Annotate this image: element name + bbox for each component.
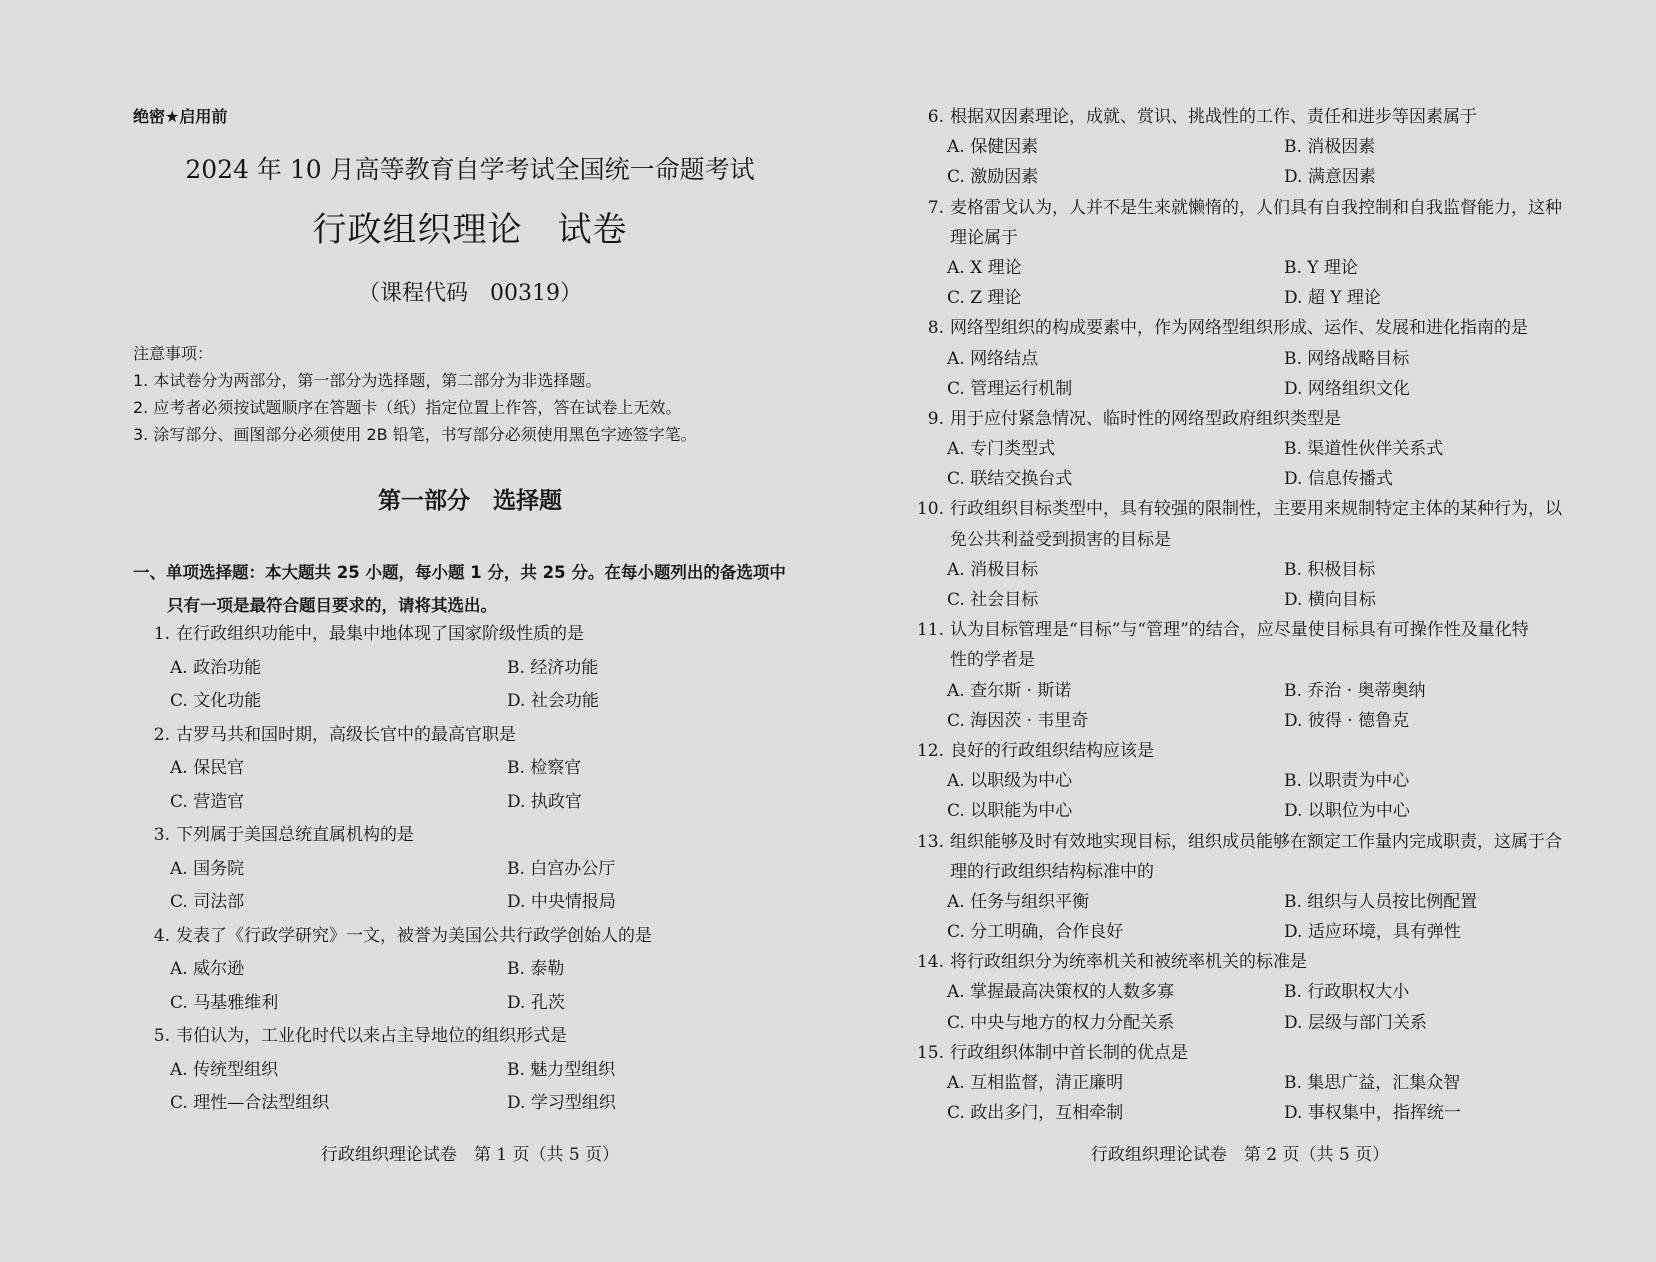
option: D. 适应环境，具有弹性 xyxy=(1284,922,1461,943)
option: B. 乔治 · 奥蒂奥纳 xyxy=(1284,680,1426,701)
page-footer: 行政组织理论试卷 第 1 页（共 5 页） xyxy=(320,1145,620,1165)
option-row xyxy=(138,953,838,987)
option: C. Z 理论 xyxy=(947,288,1022,309)
question xyxy=(138,920,838,1021)
question-number: 15. xyxy=(916,1042,944,1063)
question xyxy=(912,193,1592,314)
question-stem-line xyxy=(912,736,1592,766)
option-row xyxy=(912,162,1592,192)
option: D. 超 Y 理论 xyxy=(1284,288,1381,309)
question xyxy=(912,313,1592,404)
question xyxy=(138,618,838,719)
option: D. 彼得 · 德鲁克 xyxy=(1284,710,1410,731)
option-row xyxy=(912,766,1592,796)
option-row xyxy=(912,283,1592,313)
question xyxy=(138,719,838,820)
option-row xyxy=(912,253,1592,283)
option: D. 层级与部门关系 xyxy=(1284,1012,1427,1033)
question-stem-line xyxy=(912,102,1592,132)
question-stem-line xyxy=(138,719,838,753)
question-number: 8. xyxy=(927,318,944,339)
option: D. 中央情报局 xyxy=(507,892,616,912)
option: C. 马基雅维利 xyxy=(170,992,279,1013)
questions-left xyxy=(138,618,838,1121)
question-text: 用于应付紧急情况、临时性的网络型政府组织类型是 xyxy=(950,408,1341,429)
option: C. 社会目标 xyxy=(947,590,1039,610)
option-row xyxy=(138,1054,838,1088)
option-row xyxy=(912,374,1592,404)
option-row xyxy=(912,132,1592,162)
question-number: 12. xyxy=(916,740,944,761)
option: B. 消极因素 xyxy=(1284,137,1376,158)
option: B. Y 理论 xyxy=(1284,257,1358,278)
question-stem-line xyxy=(912,193,1592,223)
option: B. 经济功能 xyxy=(507,657,599,678)
note-item: 1. 本试卷分为两部分，第一部分为选择题，第二部分为非选择题。 xyxy=(133,371,602,390)
question-stem-line xyxy=(138,618,838,652)
option: A. 查尔斯 · 斯诺 xyxy=(947,680,1072,701)
section-instructions xyxy=(133,556,786,622)
option: C. 文化功能 xyxy=(170,691,262,711)
option: A. 专门类型式 xyxy=(947,439,1056,460)
option: C. 理性—合法型组织 xyxy=(170,1093,330,1113)
question-text: 良好的行政组织结构应该是 xyxy=(950,740,1154,761)
option-row xyxy=(138,652,838,686)
option: A. 威尔逊 xyxy=(170,959,245,979)
question-text: 网络型组织的构成要素中，作为网络型组织形成、运作、发展和进化指南的是 xyxy=(950,318,1528,339)
option-row xyxy=(912,1008,1592,1038)
question-number: 10. xyxy=(916,499,944,520)
option: B. 魅力型组织 xyxy=(507,1059,616,1080)
notes xyxy=(133,340,697,448)
option: B. 积极目标 xyxy=(1284,559,1376,580)
option-row xyxy=(912,434,1592,464)
question-stem-line xyxy=(912,404,1592,434)
option: B. 白宫办公厅 xyxy=(507,858,616,879)
page-footer: 行政组织理论试卷 第 2 页（共 5 页） xyxy=(1090,1145,1390,1165)
option: A. 保健因素 xyxy=(947,137,1039,158)
option: A. 国务院 xyxy=(170,858,245,879)
question-number: 2. xyxy=(153,724,170,745)
question xyxy=(912,1038,1592,1129)
option-row xyxy=(912,796,1592,826)
question-text: 理的行政组织结构标准中的 xyxy=(950,861,1154,882)
exam-title: 2024 年 10 月高等教育自学考试全国统一命题考试 xyxy=(185,155,755,184)
option-row xyxy=(138,752,838,786)
note-item: 3. 涂写部分、画图部分必须使用 2B 铅笔，书写部分必须使用黑色字迹签字笔。 xyxy=(133,425,697,444)
question-text: 行政组织体制中首长制的优点是 xyxy=(950,1042,1188,1063)
question-text: 韦伯认为，工业化时代以来占主导地位的组织形式是 xyxy=(176,1026,567,1046)
option: A. 互相监督，清正廉明 xyxy=(947,1073,1124,1093)
option: A. X 理论 xyxy=(947,257,1022,278)
question-text: 在行政组织功能中，最集中地体现了国家阶级性质的是 xyxy=(176,624,584,644)
questions-right xyxy=(912,102,1592,1128)
option: B. 以职责为中心 xyxy=(1284,771,1410,792)
option: A. 掌握最高决策权的人数多寡 xyxy=(947,982,1175,1003)
question-number: 1. xyxy=(153,624,170,644)
question-number: 7. xyxy=(927,197,944,218)
question-number: 5. xyxy=(153,1026,170,1046)
question-number: 6. xyxy=(927,107,944,127)
question-stem-line xyxy=(912,223,1592,253)
question xyxy=(912,827,1592,948)
option-row xyxy=(912,676,1592,706)
option-row xyxy=(912,555,1592,585)
question-text: 发表了《行政学研究》一文，被誉为美国公共行政学创始人的是 xyxy=(176,925,652,946)
option: D. 孔茨 xyxy=(507,992,565,1013)
option: B. 检察官 xyxy=(507,758,582,778)
option: C. 营造官 xyxy=(170,791,245,812)
course-code: （课程代码 00319） xyxy=(358,281,582,306)
option: D. 学习型组织 xyxy=(507,1093,616,1113)
part-title: 第一部分 选择题 xyxy=(378,488,562,514)
question-stem-line xyxy=(912,494,1592,524)
question-text: 行政组织目标类型中，具有较强的限制性，主要用来规制特定主体的某种行为，以 xyxy=(950,499,1562,520)
option-row xyxy=(912,1098,1592,1128)
option-row xyxy=(912,1068,1592,1098)
option-row xyxy=(138,987,838,1021)
question-stem-line xyxy=(912,645,1592,675)
option: A. 网络结点 xyxy=(947,348,1039,369)
question xyxy=(912,404,1592,495)
paper-title: 行政组织理论 试卷 xyxy=(312,210,628,250)
question-number: 11. xyxy=(916,620,944,641)
question-stem-line xyxy=(138,819,838,853)
question-text: 性的学者是 xyxy=(950,650,1035,671)
option: C. 分工明确，合作良好 xyxy=(947,922,1124,943)
option: B. 行政职权大小 xyxy=(1284,982,1410,1003)
option-row xyxy=(912,706,1592,736)
option-row xyxy=(912,344,1592,374)
question xyxy=(912,947,1592,1038)
question-stem-line xyxy=(912,525,1592,555)
note-item: 2. 应考者必须按试题顺序在答题卡（纸）指定位置上作答，答在试卷上无效。 xyxy=(133,398,682,417)
option: D. 以职位为中心 xyxy=(1284,801,1410,822)
question-text: 根据双因素理论，成就、赏识、挑战性的工作、责任和进步等因素属于 xyxy=(950,107,1477,127)
question-stem-line xyxy=(912,1038,1592,1068)
option: D. 社会功能 xyxy=(507,691,599,711)
question-text: 免公共利益受到损害的目标是 xyxy=(950,529,1171,550)
question-text: 古罗马共和国时期，高级长官中的最高官职是 xyxy=(176,724,516,745)
option-row xyxy=(912,887,1592,917)
option-row xyxy=(912,464,1592,494)
option: D. 执政官 xyxy=(507,791,582,812)
option-row xyxy=(912,917,1592,947)
option: C. 政出多门，互相牵制 xyxy=(947,1103,1124,1124)
question-stem-line xyxy=(912,827,1592,857)
question xyxy=(912,615,1592,736)
question-stem-line xyxy=(912,857,1592,887)
question-text: 理论属于 xyxy=(950,227,1018,248)
question-stem-line xyxy=(912,947,1592,977)
option: A. 传统型组织 xyxy=(170,1059,279,1080)
option: C. 中央与地方的权力分配关系 xyxy=(947,1012,1175,1033)
option: B. 渠道性伙伴关系式 xyxy=(1284,439,1444,460)
question xyxy=(912,494,1592,615)
option: A. 任务与组织平衡 xyxy=(947,891,1090,912)
question-stem-line xyxy=(912,313,1592,343)
option: C. 联结交换台式 xyxy=(947,469,1073,490)
confidential-mark: 绝密★启用前 xyxy=(133,107,228,126)
option: D. 网络组织文化 xyxy=(1284,378,1410,399)
question-number: 3. xyxy=(153,825,170,845)
option: B. 集思广益，汇集众智 xyxy=(1284,1073,1461,1093)
question-text: 认为目标管理是“目标”与“管理”的结合，应尽量使目标具有可操作性及量化特 xyxy=(950,620,1529,641)
option: A. 政治功能 xyxy=(170,657,262,678)
question-text: 组织能够及时有效地实现目标，组织成员能够在额定工作量内完成职责，这属于合 xyxy=(950,831,1562,852)
question-stem-line xyxy=(138,920,838,954)
option-row xyxy=(912,585,1592,615)
question xyxy=(138,819,838,920)
option: C. 以职能为中心 xyxy=(947,801,1073,822)
question xyxy=(912,102,1592,193)
question-text: 下列属于美国总统直属机构的是 xyxy=(176,825,414,845)
question-number: 4. xyxy=(153,925,170,946)
option: C. 司法部 xyxy=(170,892,245,912)
option: C. 激励因素 xyxy=(947,167,1039,188)
option: D. 事权集中，指挥统一 xyxy=(1284,1103,1461,1124)
option: B. 泰勒 xyxy=(507,959,565,979)
option: D. 信息传播式 xyxy=(1284,469,1393,490)
option-row xyxy=(912,977,1592,1007)
question-text: 麦格雷戈认为，人并不是生来就懒惰的，人们具有自我控制和自我监督能力，这种 xyxy=(950,197,1562,218)
question-number: 14. xyxy=(916,952,944,973)
question-number: 9. xyxy=(927,408,944,429)
option-row xyxy=(138,886,838,920)
option: B. 网络战略目标 xyxy=(1284,348,1410,369)
question xyxy=(138,1020,838,1121)
question-number: 13. xyxy=(916,831,944,852)
section-line: 只有一项是最符合题目要求的，请将其选出。 xyxy=(167,596,497,615)
section-line: 一、单项选择题：本大题共 25 小题，每小题 1 分，共 25 分。在每小题列出的备选项中 xyxy=(133,563,786,582)
option: C. 海因茨 · 韦里奇 xyxy=(947,710,1089,731)
question-stem-line xyxy=(912,615,1592,645)
option: B. 组织与人员按比例配置 xyxy=(1284,891,1478,912)
option-row xyxy=(138,685,838,719)
question xyxy=(912,736,1592,827)
option-row xyxy=(138,786,838,820)
option-row xyxy=(138,1087,838,1121)
option: D. 横向目标 xyxy=(1284,590,1376,610)
option: C. 管理运行机制 xyxy=(947,378,1073,399)
option: A. 以职级为中心 xyxy=(947,771,1073,792)
option: A. 消极目标 xyxy=(947,559,1039,580)
notes-heading: 注意事项： xyxy=(133,344,214,363)
option-row xyxy=(138,853,838,887)
option: D. 满意因素 xyxy=(1284,167,1376,188)
question-text: 将行政组织分为统率机关和被统率机关的标准是 xyxy=(950,952,1307,973)
option: A. 保民官 xyxy=(170,758,245,778)
question-stem-line xyxy=(138,1020,838,1054)
